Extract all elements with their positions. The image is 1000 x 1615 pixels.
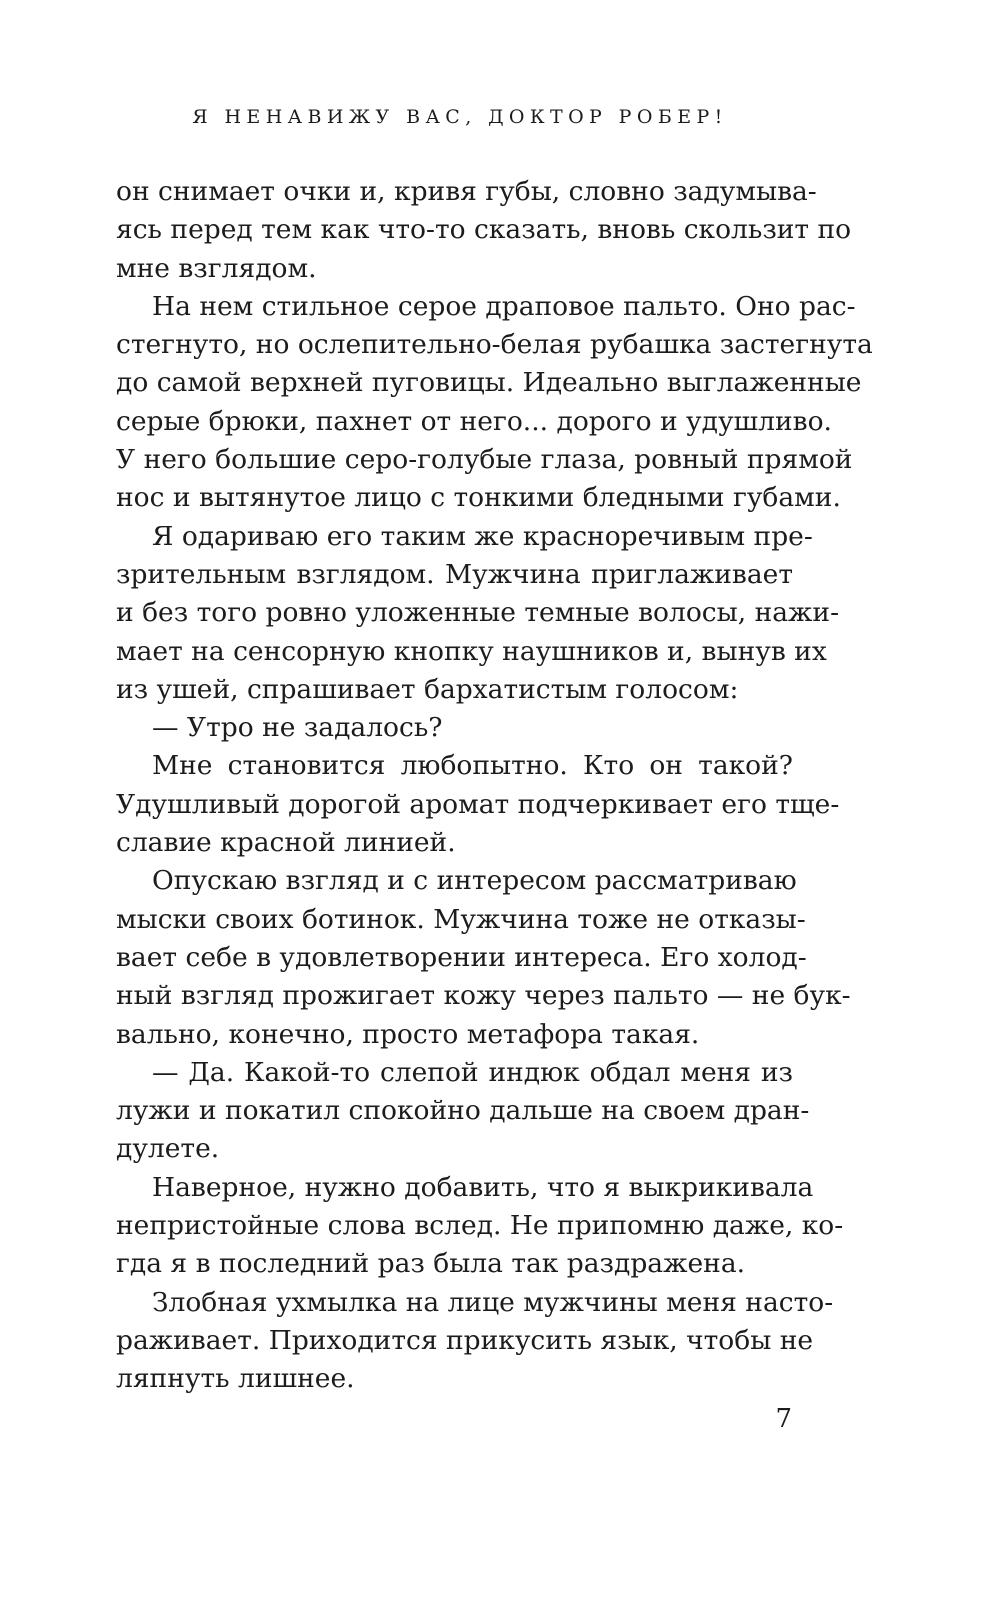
text-line: Удушливый дорогой аромат подчеркивает его тще- xyxy=(116,788,840,820)
text-line: вально, конечно, просто метафора такая. xyxy=(116,1018,700,1050)
paragraph xyxy=(116,288,873,518)
text-line: Злобная ухмылка на лице мужчины меня насто- xyxy=(152,1286,834,1318)
text-line: дулете. xyxy=(116,1133,220,1165)
text-line: гда я в последний раз была так раздражена. xyxy=(116,1248,746,1280)
text-line: ный взгляд прожигает кожу через пальто — не бук- xyxy=(116,980,851,1012)
text-line: из ушей, спрашивает бархатистым голосом: xyxy=(116,673,739,705)
paragraph xyxy=(116,173,852,288)
paragraph xyxy=(116,1284,834,1399)
text-line: На нем стильное серое драповое пальто. Оно рас- xyxy=(152,290,856,322)
paragraph xyxy=(116,747,840,862)
paragraph xyxy=(116,709,793,747)
text-line: до самой верхней пуговицы. Идеально выглаженные xyxy=(116,367,862,399)
page-number: 7 xyxy=(775,1404,792,1434)
text-line: мне взглядом. xyxy=(116,252,317,284)
body-text xyxy=(116,173,873,1399)
text-line: серые брюки, пахнет от него... дорого и удушливо. xyxy=(116,405,832,437)
text-line: раживает. Приходится прикусить язык, чтобы не xyxy=(116,1324,814,1356)
text-line: лужи и покатил спокойно дальше на своем дран- xyxy=(116,1095,810,1127)
text-line: ясь перед тем как что-то сказать, вновь скользит по xyxy=(116,214,852,246)
text-line: непристойные слова вслед. Не припомню даже, ко- xyxy=(116,1210,844,1242)
text-line: стегнуто, но ослепительно-белая рубашка застегнута xyxy=(116,329,873,361)
text-line: Наверное, нужно добавить, что я выкрикивала xyxy=(152,1171,814,1203)
text-line: славие красной линией. xyxy=(116,827,456,859)
text-line: мыски своих ботинок. Мужчина тоже не отказы- xyxy=(116,903,806,935)
text-line: зрительным взглядом. Мужчина приглаживает xyxy=(116,558,793,590)
text-line: — Да. Какой-то слепой индюк обдал меня из xyxy=(152,1056,793,1088)
text-line: Опускаю взгляд и с интересом рассматриваю xyxy=(152,865,797,897)
text-line: мает на сенсорную кнопку наушников и, вынув их xyxy=(116,635,827,667)
text-line: вает себе в удовлетворении интереса. Его холод- xyxy=(116,941,807,973)
text-line: Я одариваю его таким же красноречивым пре- xyxy=(152,520,813,552)
paragraph xyxy=(116,518,840,709)
paragraph xyxy=(116,1169,844,1284)
text-line: он снимает очки и, кривя губы, словно задумыва- xyxy=(116,176,817,207)
running-header: Я НЕНАВИЖУ ВАС, ДОКТОР РОБЕР! xyxy=(192,106,728,128)
text-line: и без того ровно уложенные темные волосы, нажи- xyxy=(116,597,840,629)
text-line: ляпнуть лишнее. xyxy=(116,1363,355,1395)
paragraph xyxy=(116,1054,810,1169)
text-line: — Утро не задалось? xyxy=(152,712,443,744)
text-line: Мне становится любопытно. Кто он такой? xyxy=(152,750,793,782)
text-line: нос и вытянутое лицо с тонкими бледными губами. xyxy=(116,482,841,514)
paragraph xyxy=(116,862,851,1053)
text-line: У него большие серо-голубые глаза, ровный прямой xyxy=(116,444,853,476)
